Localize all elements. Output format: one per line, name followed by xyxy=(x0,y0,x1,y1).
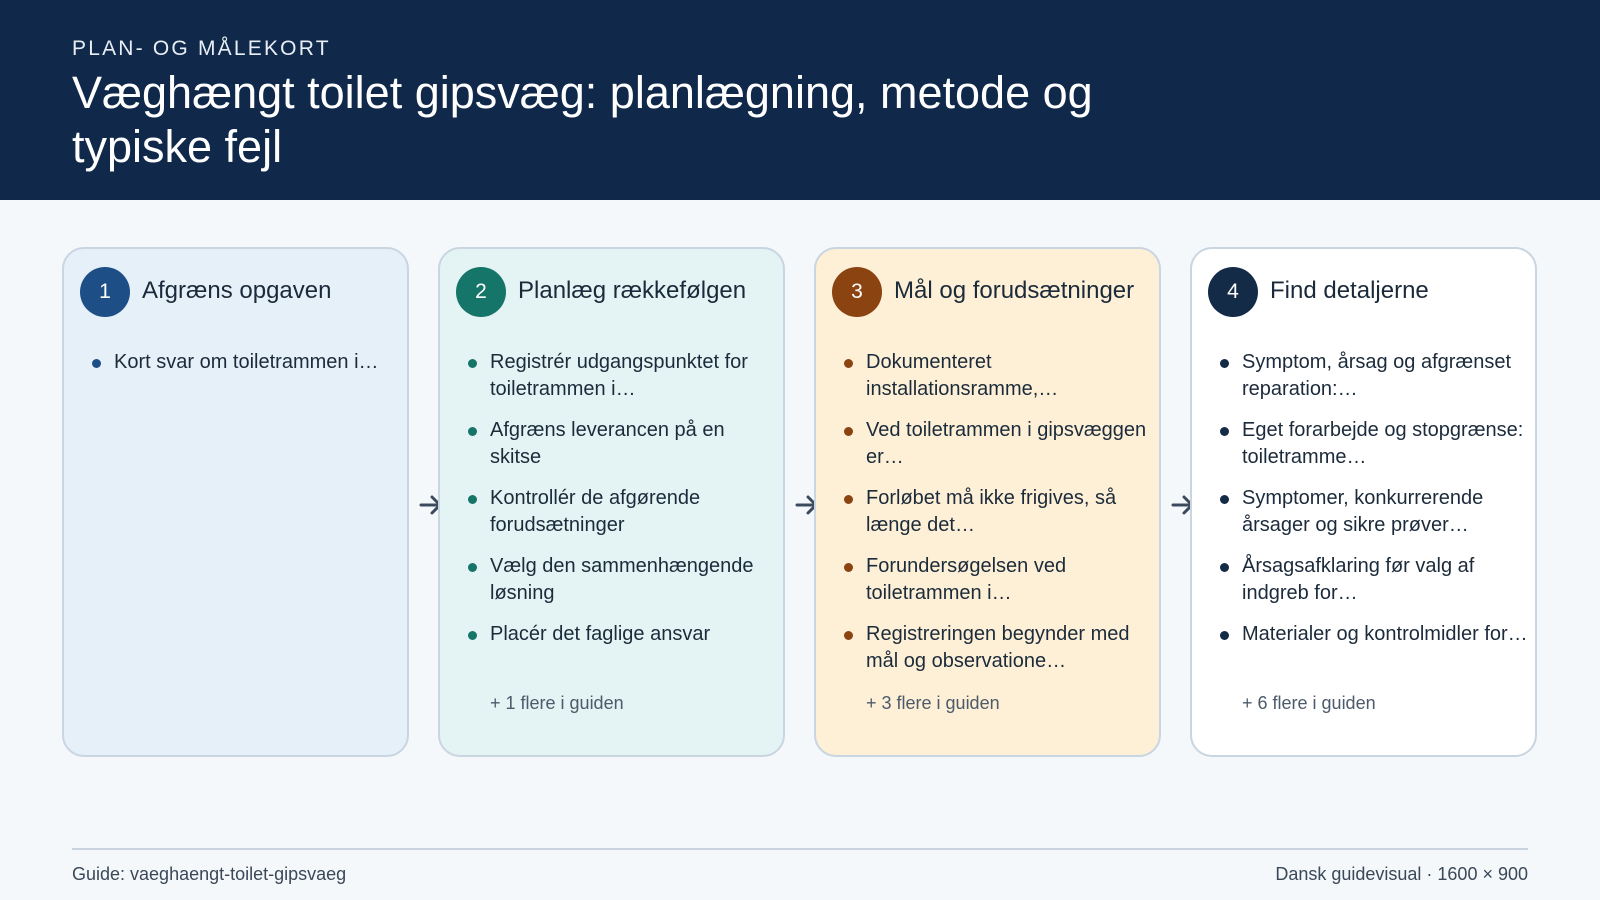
bullet-dot-icon xyxy=(844,495,853,504)
bullet-dot-icon xyxy=(468,495,477,504)
step-item-text: Symptomer, konkurrerende årsager og sikre prøver… xyxy=(1242,487,1484,536)
step-title: Mål og forudsætninger xyxy=(894,277,1135,304)
step-number-badge: 2 xyxy=(456,267,506,317)
bullet-dot-icon xyxy=(1220,563,1229,572)
step-item-text: Ved toiletrammen i gipsvæggen er… xyxy=(866,419,1147,468)
bullet-dot-icon xyxy=(844,359,853,368)
bullet-dot-icon xyxy=(1220,359,1229,368)
eyebrow-label: PLAN- OG MÅLEKORT xyxy=(72,37,331,60)
more-in-guide-note: + 3 flere i guiden xyxy=(866,693,1000,713)
step-item-text: Afgræns leverancen på en skitse xyxy=(490,419,725,468)
step-item xyxy=(842,417,1152,471)
bullet-dot-icon xyxy=(1220,427,1229,436)
step-number-badge: 3 xyxy=(832,267,882,317)
bullet-dot-icon xyxy=(844,563,853,572)
step-title: Afgræns opgaven xyxy=(142,277,332,304)
bullet-dot-icon xyxy=(468,427,477,436)
step-item-text: Dokumenteret installationsramme,… xyxy=(866,351,1059,400)
step-card-2 xyxy=(438,247,785,757)
step-card-3 xyxy=(814,247,1161,757)
step-item-text: Forløbet må ikke frigives, så længe det… xyxy=(866,487,1117,536)
step-item xyxy=(842,485,1152,539)
step-number-badge: 4 xyxy=(1208,267,1258,317)
step-item xyxy=(842,621,1152,675)
more-in-guide-note: + 6 flere i guiden xyxy=(1242,693,1376,713)
step-item xyxy=(1218,553,1528,607)
step-item xyxy=(1218,621,1528,648)
step-item-text: Kontrollér de afgørende forudsætninger xyxy=(490,487,701,536)
step-title: Find detaljerne xyxy=(1270,277,1429,304)
step-item xyxy=(1218,485,1528,539)
step-item xyxy=(466,349,776,403)
step-item xyxy=(90,349,400,376)
step-number-badge: 1 xyxy=(80,267,130,317)
step-item xyxy=(466,553,776,607)
step-item-text: Registreringen begynder med mål og observatione… xyxy=(866,623,1130,672)
step-item-list xyxy=(842,349,1152,689)
step-item-text: Forundersøgelsen ved toiletrammen i… xyxy=(866,555,1067,604)
step-item-list xyxy=(90,349,400,390)
bullet-dot-icon xyxy=(468,631,477,640)
step-item xyxy=(466,621,776,648)
step-item xyxy=(1218,349,1528,403)
bullet-dot-icon xyxy=(468,563,477,572)
step-item-text: Kort svar om toiletrammen i… xyxy=(114,351,379,373)
bullet-dot-icon xyxy=(844,631,853,640)
step-item-text: Vælg den sammenhængende løsning xyxy=(490,555,754,604)
footer-meta-label: Dansk guidevisual · 1600 × 900 xyxy=(1275,864,1528,884)
step-item-text: Symptom, årsag og afgrænset reparation:… xyxy=(1242,351,1512,400)
bullet-dot-icon xyxy=(844,427,853,436)
bullet-dot-icon xyxy=(1220,631,1229,640)
step-item-text: Materialer og kontrolmidler for… xyxy=(1242,623,1528,645)
step-item-text: Registrér udgangspunktet for toiletrammen i… xyxy=(490,351,748,400)
header-banner xyxy=(0,0,1600,200)
page-title: Væghængt toilet gipsvæg: planlægning, metode og typiske fejl xyxy=(72,67,1093,172)
step-item xyxy=(842,553,1152,607)
bullet-dot-icon xyxy=(468,359,477,368)
step-title: Planlæg rækkefølgen xyxy=(518,277,747,304)
footer-guide-label: Guide: vaeghaengt-toilet-gipsvaeg xyxy=(72,864,347,884)
step-item-text: Eget forarbejde og stopgrænse: toiletramme… xyxy=(1242,419,1524,468)
more-in-guide-note: + 1 flere i guiden xyxy=(490,693,624,713)
step-item-list xyxy=(466,349,776,662)
step-item-text: Placér det faglige ansvar xyxy=(490,623,711,645)
step-item-text: Årsagsafklaring før valg af indgreb for… xyxy=(1242,555,1475,604)
footer-divider xyxy=(72,848,1528,850)
step-card-4 xyxy=(1190,247,1537,757)
step-card-1 xyxy=(62,247,409,757)
step-item xyxy=(466,417,776,471)
step-item xyxy=(466,485,776,539)
step-item xyxy=(1218,417,1528,471)
bullet-dot-icon xyxy=(1220,495,1229,504)
step-item-list xyxy=(1218,349,1528,662)
bullet-dot-icon xyxy=(92,359,101,368)
step-item xyxy=(842,349,1152,403)
